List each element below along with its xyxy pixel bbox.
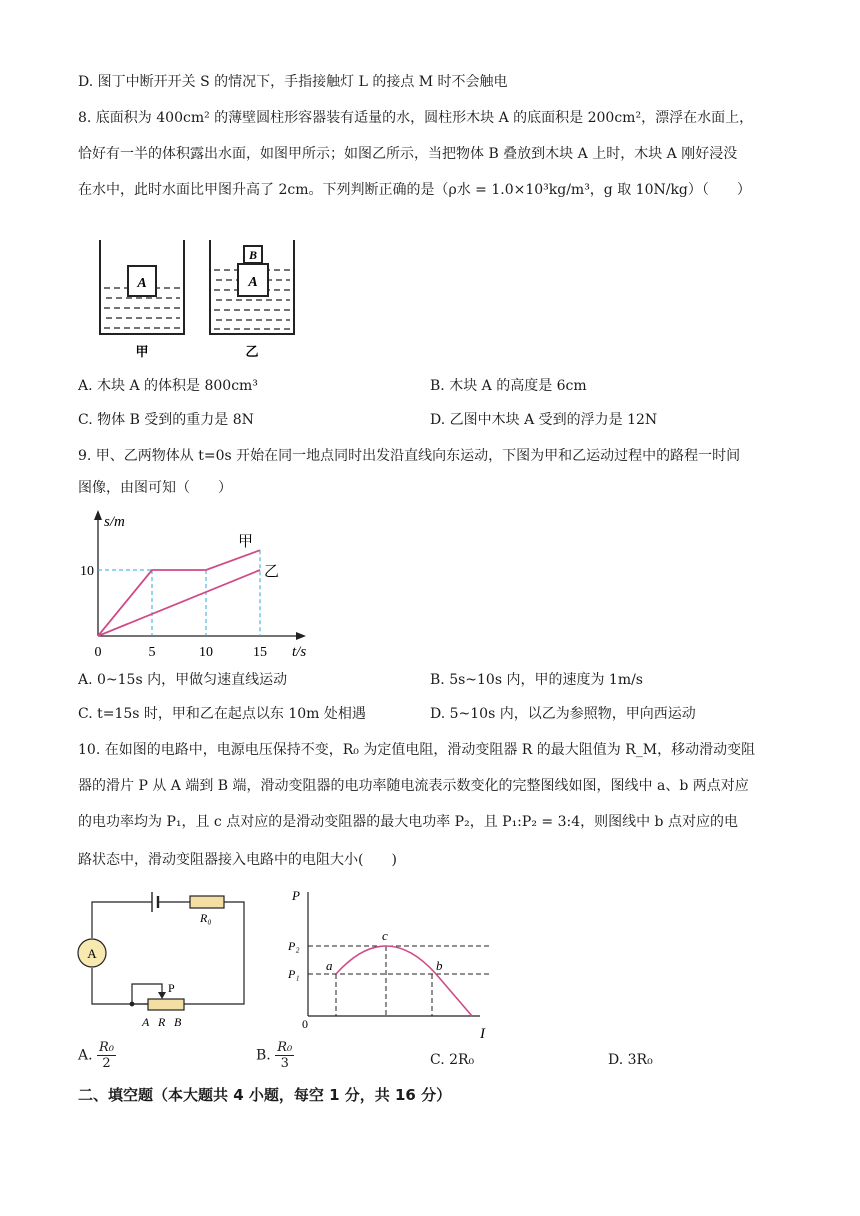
q8-text-line3: 在水中，此时水面比甲图升高了 2cm。下列判断正确的是（ρ水 = 1.0×10³kg/m³，g 取 10N/kg）（ ）: [78, 182, 751, 198]
q8-option-a: A. 木块 A 的体积是 800cm³: [78, 378, 258, 394]
resistor-r0: [190, 896, 224, 908]
q9-option-d: D. 5~10s 内，以乙为参照物，甲向西运动: [430, 706, 696, 722]
q10-text-line4: 路状态中，滑动变阻器接入电路中的电阻大小( ): [78, 852, 397, 868]
q9-option-a: A. 0~15s 内，甲做匀速直线运动: [78, 672, 288, 688]
x-tick-0: 0: [94, 645, 102, 660]
power-current-graph: [284, 880, 494, 1040]
section-heading-fill-in: 二、填空题（本大题共 4 小题，每空 1 分，共 16 分）: [78, 1086, 452, 1104]
point-a: a: [326, 958, 333, 973]
graph-x-label: I: [480, 1026, 485, 1040]
q8-option-d: D. 乙图中木块 A 受到的浮力是 12N: [430, 412, 658, 428]
point-c: c: [382, 928, 388, 943]
series-line-yi: [98, 570, 260, 636]
q10-option-b-denominator: 3: [280, 1056, 289, 1071]
q8-option-c: C. 物体 B 受到的重力是 8N: [78, 412, 254, 428]
q8-text-line1: 8. 底面积为 400cm² 的薄壁圆柱形容器装有适量的水，圆柱形木块 A 的底面积是 200cm²，漂浮在水面上，: [78, 110, 754, 126]
y-axis-arrow: [94, 510, 102, 520]
resistor-r0-label: R₀: [200, 911, 212, 925]
q10-text-line2: 器的滑片 P 从 A 端到 B 端，滑动变阻器的电功率随电流表示数变化的完整图线如图，图线中 a、b 两点对应: [78, 778, 749, 794]
circuit-diagram: [74, 888, 264, 1038]
label-p1: P₁: [288, 967, 300, 981]
q10-option-a-denominator: 2: [102, 1056, 111, 1071]
q9-option-b: B. 5s~10s 内，甲的速度为 1m/s: [430, 672, 643, 688]
rheostat-r: [148, 999, 184, 1010]
power-curve: [336, 946, 472, 1016]
q10-option-a-fraction: [97, 1040, 116, 1071]
q7-option-d: D. 图丁中断开开关 S 的情况下，手指接触灯 L 的接点 M 时不会触电: [78, 74, 508, 90]
series-label-jia: 甲: [238, 534, 254, 551]
x-tick-15: 15: [253, 645, 267, 660]
rheostat-end-a: A: [142, 1015, 150, 1029]
q8-option-b: B. 木块 A 的高度是 6cm: [430, 378, 587, 394]
q10-option-b-label: B.: [256, 1047, 271, 1064]
q10-option-b: [256, 1040, 294, 1071]
q10-option-d: D. 3R₀: [608, 1052, 653, 1068]
q10-option-a-label: A.: [78, 1047, 93, 1064]
graph-origin: 0: [302, 1017, 308, 1031]
q9-text-line2: 图像，由图可知（ ）: [78, 480, 232, 496]
series-label-yi: 乙: [264, 564, 280, 580]
slider-label: P: [168, 981, 175, 995]
q10-option-b-fraction: [275, 1040, 294, 1071]
q10-text-line3: 的电功率均为 P₁，且 c 点对应的是滑动变阻器的最大电功率 P₂，且 P₁:P₂ = 3:4，则图线中 b 点对应的电: [78, 814, 738, 830]
block-a-label-yi: A: [248, 275, 258, 290]
rheostat-label: R: [158, 1015, 166, 1029]
block-a-label-jia: A: [137, 276, 147, 291]
q9-option-c: C. t=15s 时，甲和乙在起点以东 10m 处相遇: [78, 706, 366, 722]
fig-label-jia: 甲: [135, 344, 149, 359]
q10-option-a: [78, 1040, 116, 1071]
x-axis-arrow: [296, 632, 306, 640]
q10-option-a-numerator: R₀: [99, 1040, 115, 1055]
st-chart: [74, 506, 324, 666]
rheostat-end-b: B: [174, 1015, 182, 1029]
point-b: b: [436, 958, 443, 973]
block-b-label: B: [248, 248, 258, 262]
x-tick-5: 5: [148, 645, 156, 660]
q10-option-b-numerator: R₀: [277, 1040, 293, 1055]
y-tick-10: 10: [80, 564, 94, 579]
x-tick-10: 10: [199, 645, 213, 660]
y-axis-label: s/m: [104, 514, 125, 530]
fig-label-yi: 乙: [245, 344, 259, 359]
q10-text-line1: 10. 在如图的电路中，电源电压保持不变，R₀ 为定值电阻，滑动变阻器 R 的最大阻值为 R_M，移动滑动变阻: [78, 742, 756, 758]
q8-text-line2: 恰好有一半的体积露出水面，如图甲所示；如图乙所示，当把物体 B 叠放到木块 A 上时，木块 A 刚好浸没: [78, 146, 738, 162]
x-axis-label: t/s: [292, 644, 307, 660]
label-p2: P₂: [288, 939, 300, 953]
slider-arrow: [158, 992, 166, 999]
q8-figure: [94, 234, 304, 362]
q10-option-c: C. 2R₀: [430, 1052, 475, 1068]
graph-y-label: P: [292, 888, 300, 903]
ammeter-label: A: [87, 946, 97, 961]
q9-text-line1: 9. 甲、乙两物体从 t=0s 开始在同一地点同时出发沿直线向东运动，下图为甲和乙运动过程中的路程一时间: [78, 448, 741, 464]
series-line-jia: [98, 550, 260, 636]
